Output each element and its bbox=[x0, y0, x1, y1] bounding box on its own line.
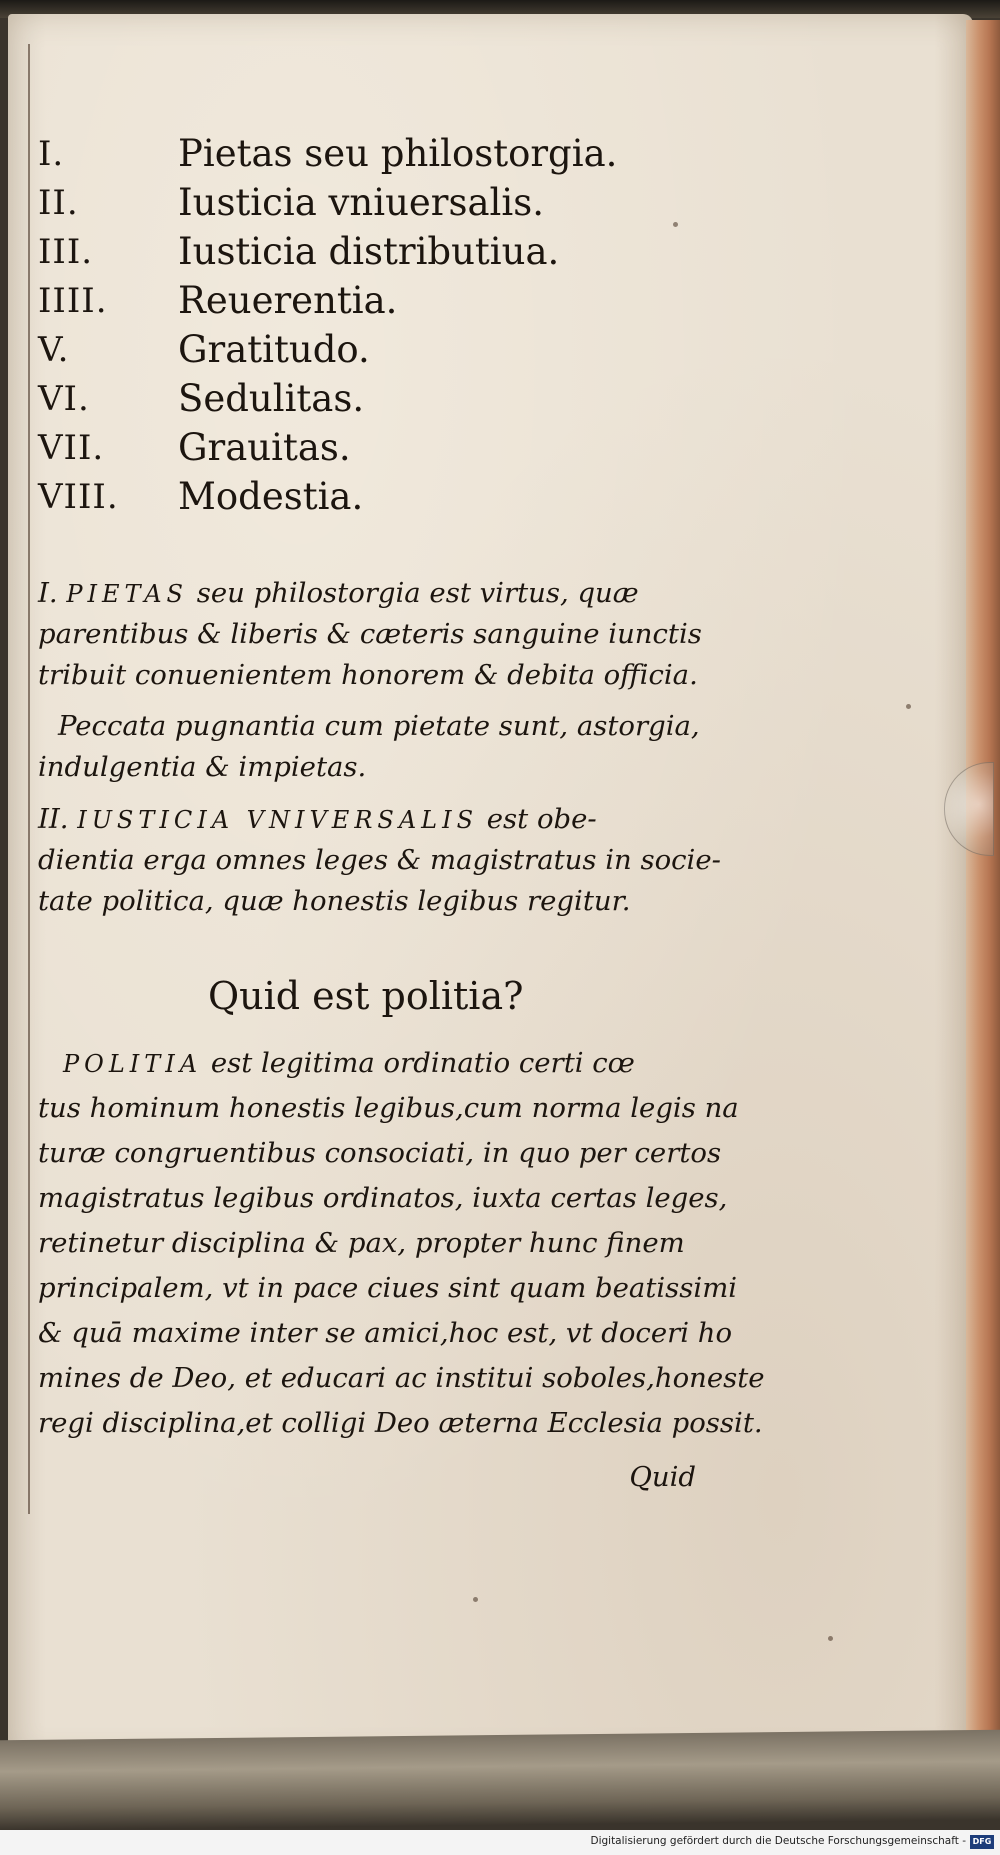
paper-speck bbox=[673, 222, 678, 227]
list-item bbox=[38, 475, 738, 524]
catchword: Quid bbox=[629, 1461, 696, 1493]
dfg-logo: DFG bbox=[970, 1835, 994, 1849]
text-line: dientia erga omnes leges & magistratus in socie- bbox=[38, 844, 721, 876]
list-item-term: Gratitudo. bbox=[178, 328, 370, 371]
text-line: tus hominum honestis legibus,cum norma legis na bbox=[38, 1092, 739, 1124]
list-item bbox=[38, 181, 738, 230]
text-line: turæ congruentibus consociati, in quo per certos bbox=[38, 1137, 722, 1169]
footer-bar bbox=[0, 1830, 1000, 1855]
paragraph-head: PIETAS bbox=[66, 580, 188, 608]
list-item bbox=[38, 230, 738, 279]
virtue-list bbox=[38, 132, 738, 524]
paragraph-head: IUSTICIA VNIVERSALIS bbox=[77, 806, 479, 834]
paragraph-text: seu philostorgia est virtus, quæ bbox=[196, 577, 639, 609]
text-line: & quā maxime inter se amici,hoc est, vt doceri ho bbox=[38, 1317, 733, 1349]
text-line: tribuit conuenientem honorem & debita officia. bbox=[38, 659, 698, 691]
section-heading: Quid est politia? bbox=[208, 974, 524, 1018]
paper-speck bbox=[828, 1636, 833, 1641]
list-item-numeral: II. bbox=[38, 183, 79, 223]
paper-speck bbox=[473, 1597, 478, 1602]
text-line: indulgentia & impietas. bbox=[38, 751, 367, 783]
list-item bbox=[38, 132, 738, 181]
text-line bbox=[38, 800, 738, 841]
text-line bbox=[63, 1044, 763, 1085]
list-item-numeral: I. bbox=[38, 134, 65, 174]
paragraph-text: est legitima ordinatio certi cœ bbox=[210, 1047, 635, 1079]
text-line: parentibus & liberis & cæteris sanguine iunctis bbox=[38, 618, 702, 650]
list-item bbox=[38, 377, 738, 426]
list-item bbox=[38, 279, 738, 328]
text-line: Peccata pugnantia cum pietate sunt, astorgia, bbox=[58, 710, 700, 742]
text-line: principalem, vt in pace ciues sint quam beatissimi bbox=[38, 1272, 738, 1304]
list-item-term: Reuerentia. bbox=[178, 279, 398, 322]
list-item bbox=[38, 426, 738, 475]
paper-speck bbox=[906, 704, 911, 709]
text-line: tate politica, quæ honestis legibus regitur. bbox=[38, 885, 631, 917]
paragraph-number: II. bbox=[38, 803, 69, 835]
text-line: retinetur disciplina & pax, propter hunc finem bbox=[38, 1227, 685, 1259]
list-item-term: Modestia. bbox=[178, 475, 364, 518]
book-page bbox=[8, 14, 973, 1759]
list-item-term: Iusticia distributiua. bbox=[178, 230, 560, 273]
page-fore-edge bbox=[966, 20, 1000, 1760]
list-item-term: Sedulitas. bbox=[178, 377, 365, 420]
text-line: mines de Deo, et educari ac institui soboles,honeste bbox=[38, 1362, 765, 1394]
list-item-numeral: III. bbox=[38, 232, 94, 272]
paragraph-head: POLITIA bbox=[63, 1050, 203, 1078]
text-line: regi disciplina,et colligi Deo æterna Ecclesia possit. bbox=[38, 1407, 763, 1439]
footer-credit: Digitalisierung gefördert durch die Deutsche Forschungsgemeinschaft - bbox=[590, 1835, 966, 1847]
paragraph-text: est obe- bbox=[486, 803, 597, 835]
list-item-numeral: VI. bbox=[38, 379, 90, 419]
text-line bbox=[38, 574, 738, 615]
gutter-line bbox=[28, 44, 30, 1514]
list-item-term: Pietas seu philostorgia. bbox=[178, 132, 618, 175]
list-item bbox=[38, 328, 738, 377]
list-item-numeral: V. bbox=[38, 330, 70, 370]
list-item-numeral: VIII. bbox=[38, 477, 119, 517]
list-item-term: Grauitas. bbox=[178, 426, 351, 469]
list-item-numeral: IIII. bbox=[38, 281, 108, 321]
list-item-numeral: VII. bbox=[38, 428, 105, 468]
text-line: magistratus legibus ordinatos, iuxta certas leges, bbox=[38, 1182, 728, 1214]
paragraph-number: I. bbox=[38, 577, 58, 609]
list-item-term: Iusticia vniuersalis. bbox=[178, 181, 544, 224]
book-board bbox=[0, 1730, 1000, 1830]
